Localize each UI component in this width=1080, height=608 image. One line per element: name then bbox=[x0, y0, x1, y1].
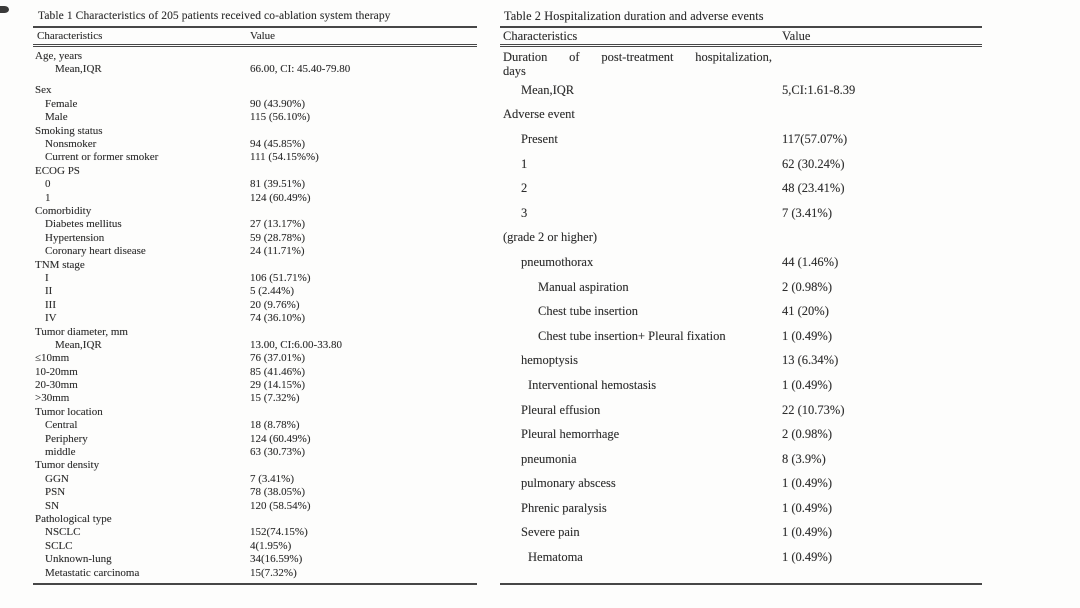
row-value: 85 (41.46%) bbox=[250, 365, 305, 378]
row-label: Present bbox=[521, 131, 558, 146]
row-label: Severe pain bbox=[521, 525, 580, 540]
table-row bbox=[33, 97, 477, 110]
row-value: 78 (38.05%) bbox=[250, 486, 305, 499]
row-label: pneumothorax bbox=[521, 254, 594, 269]
row-value: 41 (20%) bbox=[782, 304, 829, 319]
row-value: 94 (45.85%) bbox=[250, 138, 305, 151]
row-value: 124 (60.49%) bbox=[250, 432, 311, 445]
table2-adverse-events bbox=[500, 8, 982, 585]
row-label: Metastatic carcinoma bbox=[45, 566, 140, 579]
row-label: PSN bbox=[45, 486, 66, 499]
row-label: Hematoma bbox=[528, 550, 583, 565]
row-value: 63 (30.73%) bbox=[250, 446, 305, 459]
row-value: 1 (0.49%) bbox=[782, 377, 832, 392]
row-label: Comorbidity bbox=[35, 204, 92, 217]
table2-header-row bbox=[500, 26, 982, 47]
row-label: Pleural hemorrhage bbox=[521, 427, 620, 442]
table-row bbox=[33, 352, 477, 365]
row-label: >30mm bbox=[35, 392, 70, 405]
table-row bbox=[33, 526, 477, 539]
row-label: 3 bbox=[521, 205, 528, 220]
row-value: 5,CI:1.61-8.39 bbox=[782, 82, 856, 97]
table-row bbox=[500, 176, 982, 201]
table-row bbox=[33, 298, 477, 311]
table-row bbox=[500, 472, 982, 497]
row-label: ECOG PS bbox=[35, 164, 80, 177]
table-row bbox=[500, 78, 982, 103]
table-row bbox=[33, 204, 477, 217]
table-row bbox=[33, 311, 477, 324]
table-row bbox=[500, 422, 982, 447]
table1-patient-characteristics bbox=[33, 8, 477, 585]
table-row bbox=[500, 275, 982, 300]
row-label: Central bbox=[45, 419, 78, 432]
table-row bbox=[33, 325, 477, 338]
row-value: 111 (54.15%%) bbox=[250, 151, 319, 164]
row-label: Smoking status bbox=[35, 124, 103, 137]
row-value: 44 (1.46%) bbox=[782, 254, 839, 269]
row-label: Manual aspiration bbox=[538, 279, 629, 294]
row-label: 2 bbox=[521, 181, 528, 196]
table-row bbox=[33, 392, 477, 405]
row-label: Tumor diameter, mm bbox=[35, 325, 128, 338]
table-row bbox=[500, 127, 982, 152]
table-row bbox=[33, 49, 477, 62]
row-label: Sex bbox=[35, 84, 52, 97]
row-label: 20-30mm bbox=[35, 379, 78, 392]
row-value: 7 (3.41%) bbox=[250, 472, 294, 485]
table-row bbox=[33, 539, 477, 552]
table-row bbox=[500, 324, 982, 349]
row-label: SCLC bbox=[45, 539, 73, 552]
row-value: 7 (3.41%) bbox=[782, 205, 832, 220]
table-row bbox=[33, 445, 477, 458]
row-label: 0 bbox=[45, 178, 51, 191]
row-value: 66.00, CI: 45.40-79.80 bbox=[250, 63, 351, 76]
row-value: 13.00, CI:6.00-33.80 bbox=[250, 338, 342, 351]
table1-header-value: Value bbox=[250, 30, 276, 42]
row-label: ≤10mm bbox=[35, 352, 70, 365]
row-label: middle bbox=[45, 446, 76, 459]
row-value: 29 (14.15%) bbox=[250, 379, 305, 392]
table-row bbox=[33, 459, 477, 472]
table-row bbox=[33, 499, 477, 512]
row-label: Chest tube insertion bbox=[538, 304, 638, 319]
row-label: I bbox=[45, 271, 49, 284]
row-label: 1 bbox=[45, 191, 51, 204]
table-row bbox=[33, 419, 477, 432]
row-value: 15 (7.32%) bbox=[250, 392, 300, 405]
row-label: Mean,IQR bbox=[55, 63, 102, 76]
table-row bbox=[33, 405, 477, 418]
row-label: Mean,IQR bbox=[521, 82, 575, 97]
row-value: 22 (10.73%) bbox=[782, 402, 845, 417]
table-row bbox=[500, 299, 982, 324]
row-label: Mean,IQR bbox=[55, 338, 102, 351]
row-label: 10-20mm bbox=[35, 365, 78, 378]
row-value: 8 (3.9%) bbox=[782, 451, 826, 466]
row-value: 1 (0.49%) bbox=[782, 476, 832, 491]
row-value: 48 (23.41%) bbox=[782, 181, 845, 196]
row-label: Duration of post-treatment hospitalization, bbox=[503, 49, 772, 64]
row-value: 74 (36.10%) bbox=[250, 312, 305, 325]
table1-header-characteristics: Characteristics bbox=[37, 30, 103, 42]
row-label: GGN bbox=[45, 472, 69, 485]
row-label: Periphery bbox=[45, 432, 88, 445]
row-label: Age, years bbox=[35, 49, 83, 62]
row-value: 1 (0.49%) bbox=[782, 328, 832, 343]
table-row bbox=[33, 164, 477, 177]
row-label: NSCLC bbox=[45, 526, 81, 539]
table-row bbox=[500, 545, 982, 570]
row-label: Chest tube insertion+ Pleural fixation bbox=[538, 328, 726, 343]
row-label: II bbox=[45, 285, 53, 298]
row-label: (grade 2 or higher) bbox=[503, 230, 598, 245]
row-value: 115 (56.10%) bbox=[250, 111, 311, 124]
table2-body bbox=[500, 47, 982, 585]
row-label: III bbox=[45, 298, 56, 311]
table2-header-value: Value bbox=[782, 28, 811, 43]
row-value: 13 (6.34%) bbox=[782, 353, 839, 368]
row-value: 120 (58.54%) bbox=[250, 499, 311, 512]
row-label: Current or former smoker bbox=[45, 151, 159, 164]
row-value: 62 (30.24%) bbox=[782, 156, 845, 171]
table-row bbox=[500, 152, 982, 177]
row-value: 34(16.59%) bbox=[250, 553, 303, 566]
row-label: days bbox=[503, 63, 526, 78]
row-label: Tumor density bbox=[35, 459, 100, 472]
row-value: 2 (0.98%) bbox=[782, 279, 832, 294]
table-row bbox=[33, 472, 477, 485]
row-label: Pleural effusion bbox=[521, 402, 601, 417]
row-value: 1 (0.49%) bbox=[782, 550, 832, 565]
table-row bbox=[500, 398, 982, 423]
table-row bbox=[500, 201, 982, 226]
row-label: pulmonary abscess bbox=[521, 476, 616, 491]
table-row bbox=[33, 271, 477, 284]
row-label: Unknown-lung bbox=[45, 553, 112, 566]
table-row bbox=[33, 178, 477, 191]
row-value: 117(57.07%) bbox=[782, 131, 848, 146]
table-row bbox=[33, 258, 477, 271]
row-label: 1 bbox=[521, 156, 528, 171]
row-label: Coronary heart disease bbox=[45, 245, 146, 258]
table-row bbox=[33, 566, 477, 579]
row-label: Diabetes mellitus bbox=[45, 218, 122, 231]
row-label: Phrenic paralysis bbox=[521, 500, 607, 515]
row-value: 81 (39.51%) bbox=[250, 178, 305, 191]
row-label: Male bbox=[45, 111, 68, 124]
table-row bbox=[33, 285, 477, 298]
row-label: IV bbox=[45, 312, 57, 325]
row-label: Interventional hemostasis bbox=[528, 377, 657, 392]
row-label: Pathological type bbox=[35, 512, 112, 525]
row-value: 18 (8.78%) bbox=[250, 419, 300, 432]
table-row bbox=[500, 373, 982, 398]
table-row bbox=[500, 64, 982, 78]
row-value: 4(1.95%) bbox=[250, 539, 292, 552]
table-row bbox=[500, 250, 982, 275]
row-label: hemoptysis bbox=[521, 353, 578, 368]
table-row bbox=[33, 111, 477, 124]
table-row bbox=[33, 218, 477, 231]
row-label: Tumor location bbox=[35, 405, 103, 418]
row-value: 24 (11.71%) bbox=[250, 245, 305, 258]
table-row bbox=[33, 432, 477, 445]
row-value: 76 (37.01%) bbox=[250, 352, 305, 365]
row-value: 20 (9.76%) bbox=[250, 298, 300, 311]
table2-title: Table 2 Hospitalization duration and adverse events bbox=[504, 9, 764, 23]
row-value: 152(74.15%) bbox=[250, 526, 308, 539]
row-value: 27 (13.17%) bbox=[250, 218, 305, 231]
table-row bbox=[33, 486, 477, 499]
table-row bbox=[500, 349, 982, 374]
row-value: 2 (0.98%) bbox=[782, 427, 832, 442]
table-row bbox=[500, 521, 982, 546]
table-row bbox=[33, 378, 477, 391]
table-row bbox=[33, 137, 477, 150]
table-row bbox=[33, 151, 477, 164]
row-label: Female bbox=[45, 97, 78, 110]
table-row bbox=[500, 226, 982, 251]
table1-header-row bbox=[33, 26, 477, 47]
scan-artifact bbox=[0, 6, 9, 13]
row-label: TNM stage bbox=[35, 258, 85, 271]
row-value: 15(7.32%) bbox=[250, 566, 297, 579]
table-row bbox=[33, 338, 477, 351]
table2-header-characteristics: Characteristics bbox=[503, 28, 578, 43]
table-row bbox=[33, 365, 477, 378]
table-row bbox=[33, 62, 477, 75]
table-row bbox=[33, 552, 477, 565]
row-value: 106 (51.71%) bbox=[250, 271, 311, 284]
row-value: 5 (2.44%) bbox=[250, 285, 294, 298]
table-row bbox=[500, 50, 982, 64]
row-value: 90 (43.90%) bbox=[250, 97, 305, 110]
table1-body bbox=[33, 47, 477, 585]
table-row bbox=[33, 124, 477, 137]
table-row bbox=[500, 447, 982, 472]
row-label: Adverse event bbox=[503, 107, 575, 122]
table-row bbox=[33, 191, 477, 204]
table-row bbox=[500, 496, 982, 521]
row-label: pneumonia bbox=[521, 451, 577, 466]
row-value: 124 (60.49%) bbox=[250, 191, 311, 204]
table-row bbox=[33, 512, 477, 525]
row-label: Hypertension bbox=[45, 231, 105, 244]
row-value: 59 (28.78%) bbox=[250, 231, 305, 244]
table-row bbox=[500, 103, 982, 128]
table-row bbox=[33, 84, 477, 97]
table-row bbox=[33, 244, 477, 257]
row-value: 1 (0.49%) bbox=[782, 525, 832, 540]
row-label: Nonsmoker bbox=[45, 138, 97, 151]
table-row bbox=[33, 231, 477, 244]
table1-title: Table 1 Characteristics of 205 patients received co-ablation system therapy bbox=[38, 10, 391, 22]
row-value: 1 (0.49%) bbox=[782, 500, 832, 515]
row-label: SN bbox=[45, 499, 60, 512]
